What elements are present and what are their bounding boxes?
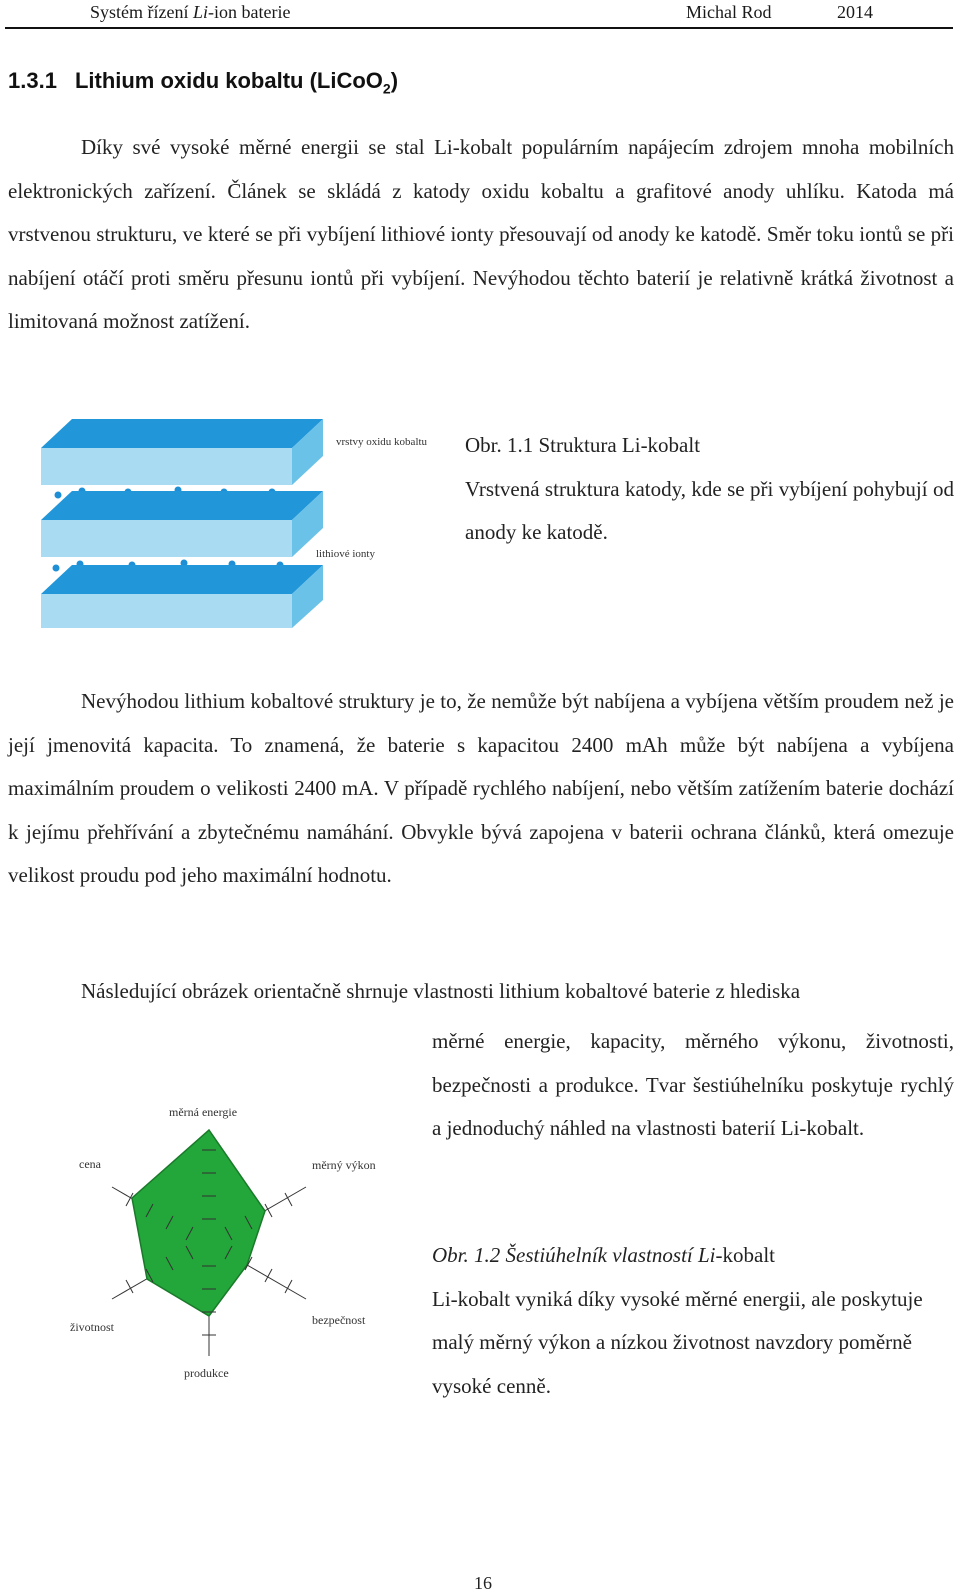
header-year: 2014 xyxy=(837,2,873,22)
axis-label-production: produkce xyxy=(184,1366,229,1380)
label-lithium-ions: lithiové ionty xyxy=(316,548,375,560)
figure1-caption xyxy=(465,424,954,555)
axis-label-safety: bezpečnost xyxy=(312,1313,366,1327)
figure2-caption xyxy=(432,1234,954,1408)
axis-label-lifetime: životnost xyxy=(70,1320,114,1334)
paragraph-intro: Díky své vysoké měrné energii se stal Li-kobalt populárním napájecím zdrojem mnoha mobilních elektronických zařízení. Článek se skládá z katody oxidu kobaltu a grafitové anody uhlíku. Katoda má vrstvenou strukturu, ve které se při vybíjení lithiové ionty přesouvají od anody ke katodě. Směr toku iontů se při nabíjení otáčí proti směru přesunu iontů při vybíjení. Nevýhodou těchto baterií je relativně krátká životnost a limitovaná možnost zatížení. xyxy=(8,135,954,333)
paragraph-hexagon-intro: Následující obrázek orientačně shrnuje vlastnosti lithium kobaltové baterie z hlediska xyxy=(81,979,801,1003)
header-author: Michal Rod xyxy=(686,2,772,22)
figure1-caption-title: Obr. 1.1 Struktura Li-kobalt xyxy=(465,433,701,457)
axis-label-power: měrný výkon xyxy=(312,1158,376,1172)
header-title: Systém řízení Li-ion baterie xyxy=(90,2,291,22)
paragraph-hexagon-intro-continued: měrné energie, kapacity, měrného výkonu, životnosti, bezpečnosti a produkce. Tvar šestiúhelníku poskytuje rychlý a jednoduchý náhled na vlastnosti baterií Li-kobalt. xyxy=(432,1029,954,1140)
axis-label-energy: měrná energie xyxy=(169,1105,238,1119)
figure2-caption-text: Li-kobalt vyniká díky vysoké měrné energii, ale poskytuje malý měrný výkon a nízkou životnost navzdory poměrně vysoké cenně. xyxy=(432,1286,923,1398)
page-header xyxy=(5,0,953,29)
section-title: 1.3.1 Lithium oxidu kobaltu (LiCoO$_2$) xyxy=(8,68,399,97)
paragraph-drawbacks: Nevýhodou lithium kobaltové struktury je to, že nemůže být nabíjena a vybíjena větším proudem než je její jmenovitá kapacita. To znamená, že baterie s kapacitou 2400 mAh může být nabíjena a vybíjena maximálním proudem o velikosti 2400 mA. V případě rychlého nabíjení, nebo větším zatížením baterie dochází k jejímu přehřívání a zbytečnému namáhání. Obvykle bývá zapojena v baterii ochrana článků, která omezuje velikost proudu pod jeho maximální hodnotu. xyxy=(8,689,954,887)
cobalt-oxide-layer-middle xyxy=(41,491,323,557)
section-number: 1.3.1 xyxy=(8,68,57,93)
cobalt-oxide-layer-bottom xyxy=(41,565,323,628)
figure2-caption-title: Obr. 1.2 Šestiúhelník vlastností Li-kobalt xyxy=(432,1243,775,1267)
label-cobalt-layers: vrstvy oxidu kobaltu xyxy=(336,436,428,448)
page-number: 16 xyxy=(474,1573,492,1593)
cobalt-oxide-layer-top xyxy=(41,419,323,485)
figure1-caption-text: Vrstvená struktura katody, kde se při vybíjení pohybují od anody ke katodě. xyxy=(465,476,954,544)
layered-structure-figure xyxy=(36,412,446,632)
hexagon-shape xyxy=(132,1130,265,1316)
hexagon-properties-figure xyxy=(66,1094,406,1394)
axis-label-cost: cena xyxy=(79,1157,101,1171)
